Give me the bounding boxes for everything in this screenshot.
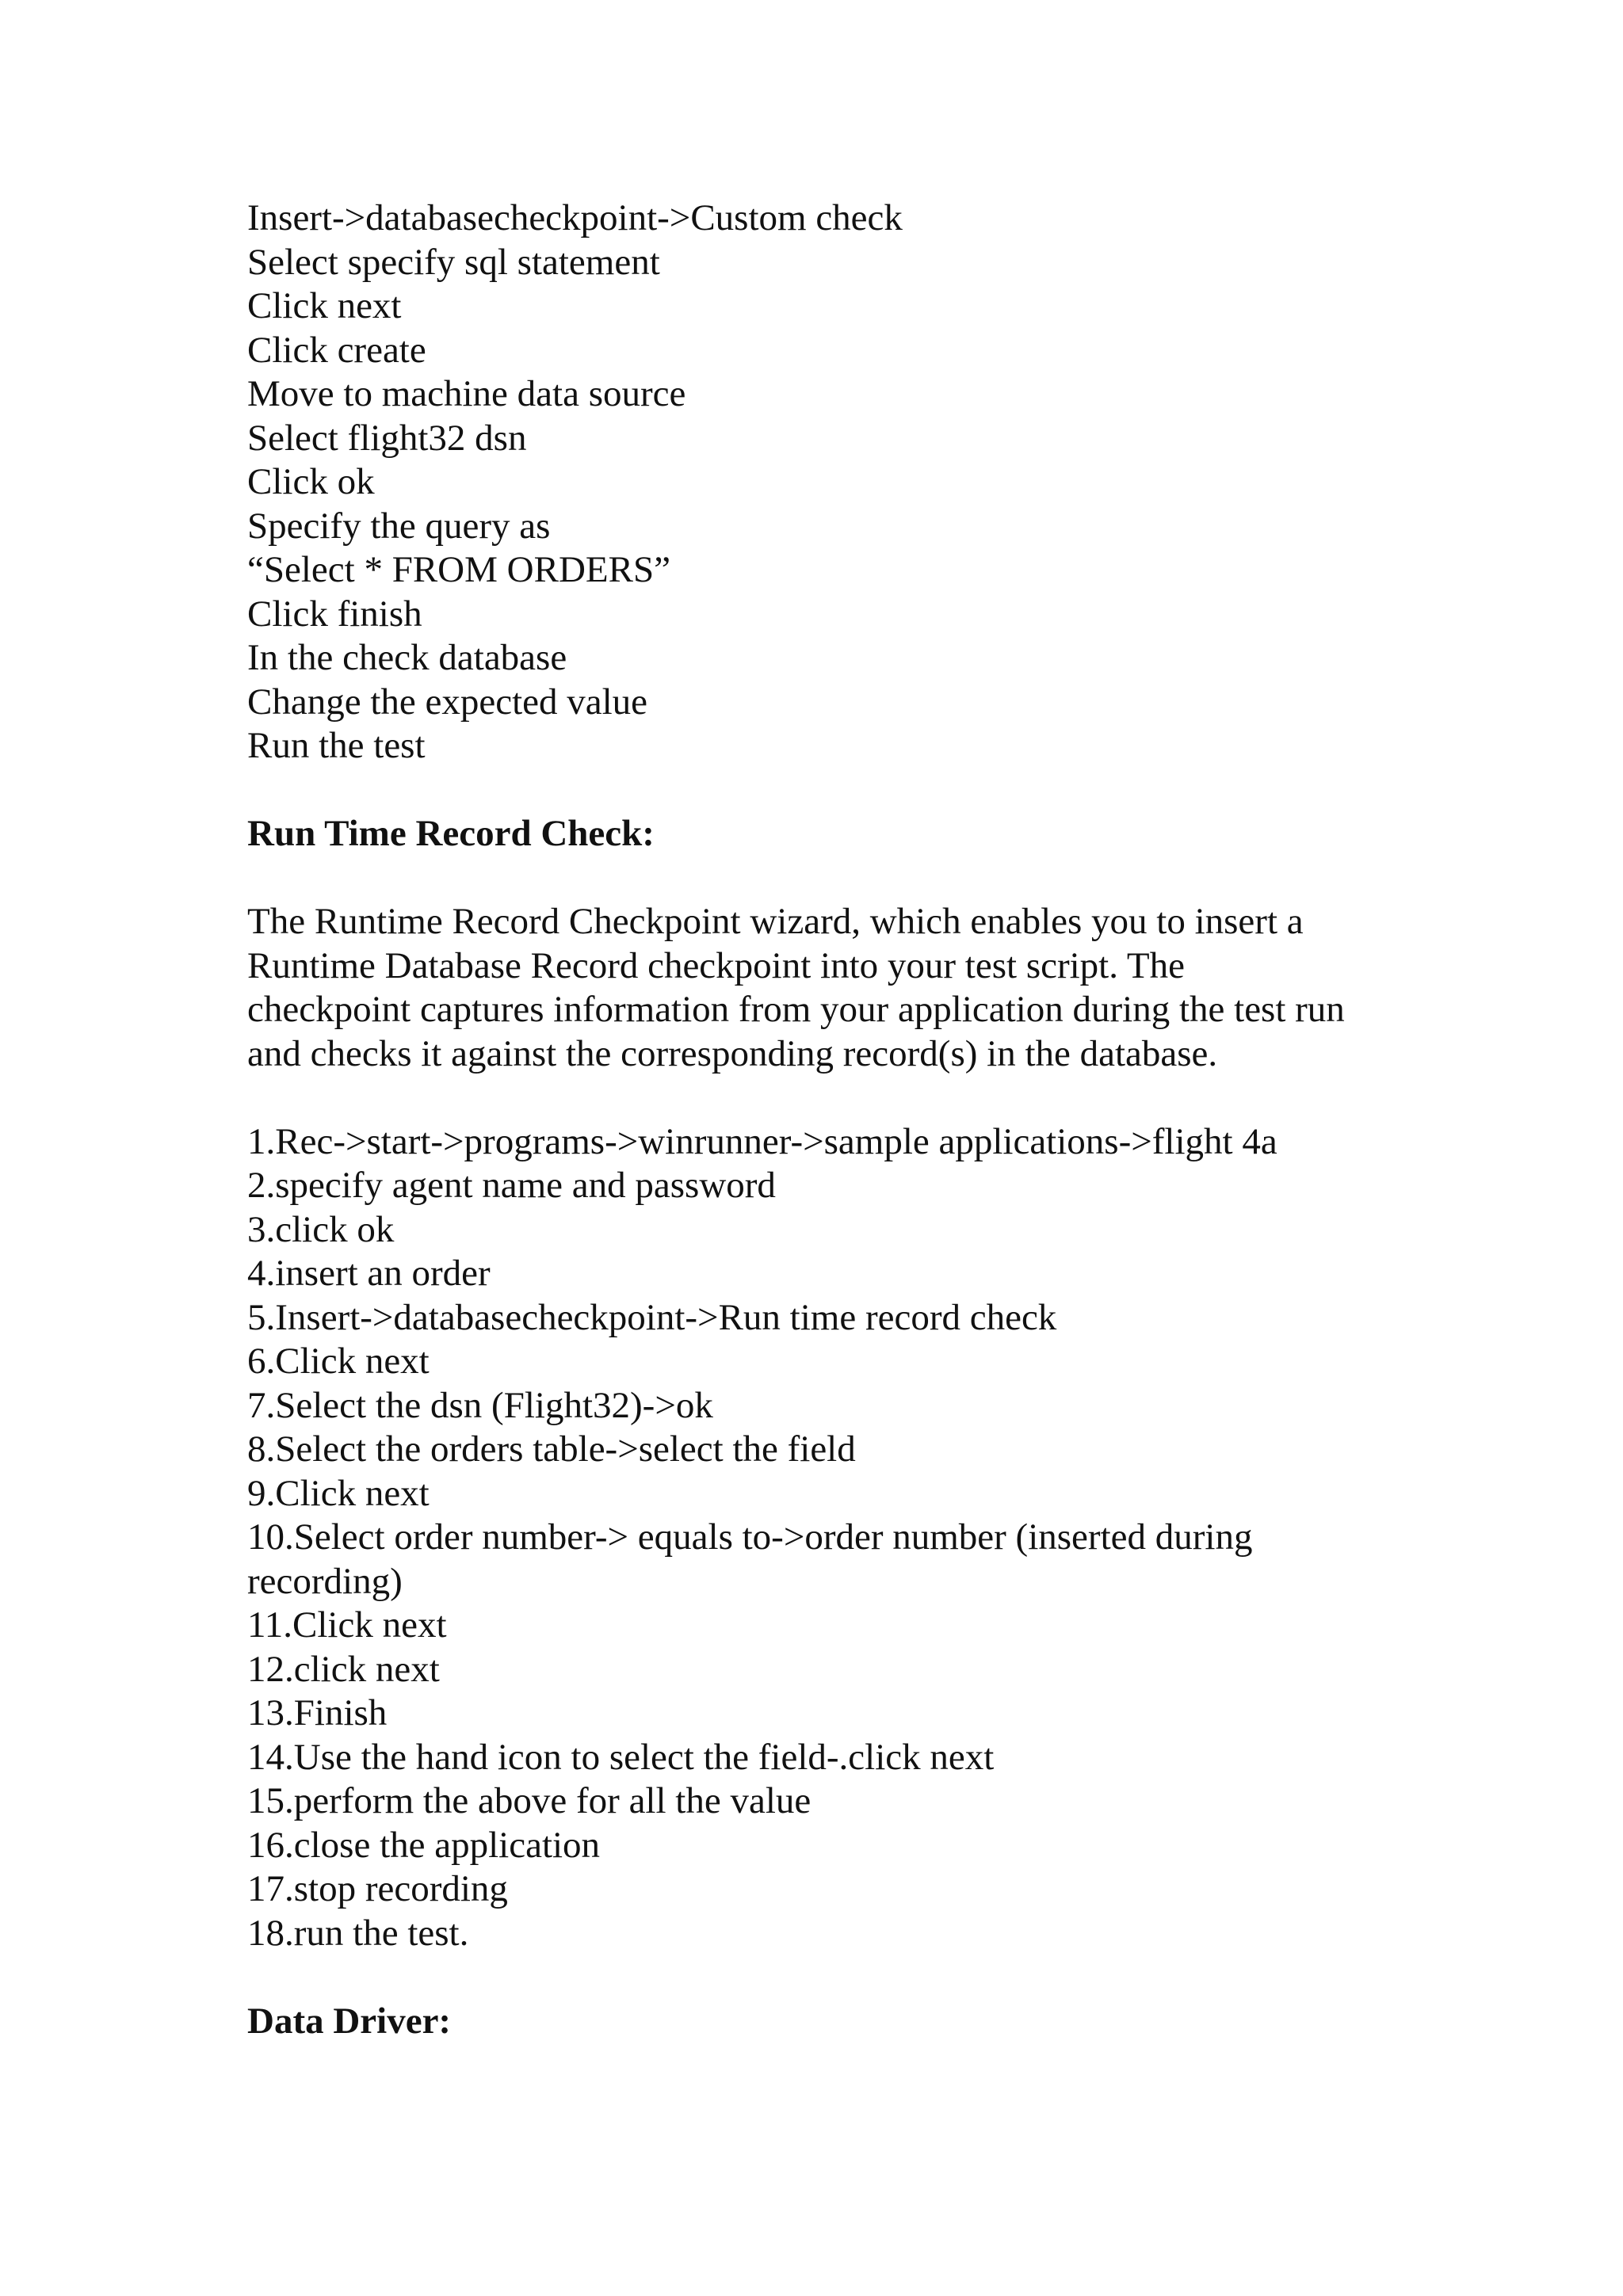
list-item: 12.click next bbox=[247, 1648, 440, 1690]
document-page bbox=[247, 196, 1436, 2043]
list-item: 15.perform the above for all the value bbox=[247, 1780, 812, 1821]
list-item: 8.Select the orders table->select the field bbox=[247, 1428, 856, 1470]
list-item: “Select * FROM ORDERS” bbox=[247, 549, 670, 590]
spacer bbox=[247, 769, 1436, 813]
list-item: Click finish bbox=[247, 593, 422, 635]
paragraph-line: The Runtime Record Checkpoint wizard, which enables you to insert a bbox=[247, 901, 1304, 942]
list-item: Click next bbox=[247, 285, 402, 326]
section-heading-runtime-record-check: Run Time Record Check: bbox=[247, 813, 655, 854]
list-item: 18.run the test. bbox=[247, 1912, 469, 1954]
paragraph-line: checkpoint captures information from your application during the test run bbox=[247, 989, 1345, 1030]
spacer bbox=[247, 856, 1436, 901]
list-item: 5.Insert->databasecheckpoint->Run time record check bbox=[247, 1296, 1057, 1338]
list-item: Select flight32 dsn bbox=[247, 417, 527, 459]
list-item: Click create bbox=[247, 329, 426, 371]
list-item: 9.Click next bbox=[247, 1472, 430, 1514]
paragraph-line: and checks it against the corresponding record(s) in the database. bbox=[247, 1032, 1218, 1074]
section-heading-data-driver: Data Driver: bbox=[247, 2000, 452, 2042]
spacer bbox=[247, 1955, 1436, 2000]
list-item: 3.click ok bbox=[247, 1208, 395, 1250]
list-item: 16.close the application bbox=[247, 1824, 601, 1866]
list-item: 4.insert an order bbox=[247, 1253, 491, 1294]
list-item: Click ok bbox=[247, 461, 375, 502]
list-item: Move to machine data source bbox=[247, 373, 686, 414]
list-item: 2.specify agent name and password bbox=[247, 1165, 776, 1206]
list-item: Select specify sql statement bbox=[247, 241, 660, 283]
spacer bbox=[247, 1076, 1436, 1120]
list-item: In the check database bbox=[247, 637, 567, 678]
list-item: 13.Finish bbox=[247, 1692, 388, 1733]
list-item: 14.Use the hand icon to select the field-.click next bbox=[247, 1736, 995, 1778]
list-item: 10.Select order number-> equals to->order number (inserted during bbox=[247, 1516, 1253, 1558]
top-steps-list bbox=[247, 196, 1436, 769]
list-item: recording) bbox=[247, 1560, 403, 1602]
paragraph-line: Runtime Database Record checkpoint into your test script. The bbox=[247, 944, 1185, 986]
list-item: 1.Rec->start->programs->winrunner->sample applications->flight 4a bbox=[247, 1120, 1277, 1162]
runtime-steps-list bbox=[247, 1120, 1436, 1956]
list-item: 6.Click next bbox=[247, 1341, 430, 1382]
list-item: Insert->databasecheckpoint->Custom check bbox=[247, 197, 903, 238]
runtime-description-paragraph bbox=[247, 900, 1436, 1076]
list-item: 7.Select the dsn (Flight32)->ok bbox=[247, 1384, 713, 1426]
list-item: 11.Click next bbox=[247, 1604, 447, 1646]
list-item: 17.stop recording bbox=[247, 1868, 508, 1909]
list-item: Run the test bbox=[247, 725, 426, 766]
list-item: Change the expected value bbox=[247, 681, 648, 723]
list-item: Specify the query as bbox=[247, 505, 551, 547]
